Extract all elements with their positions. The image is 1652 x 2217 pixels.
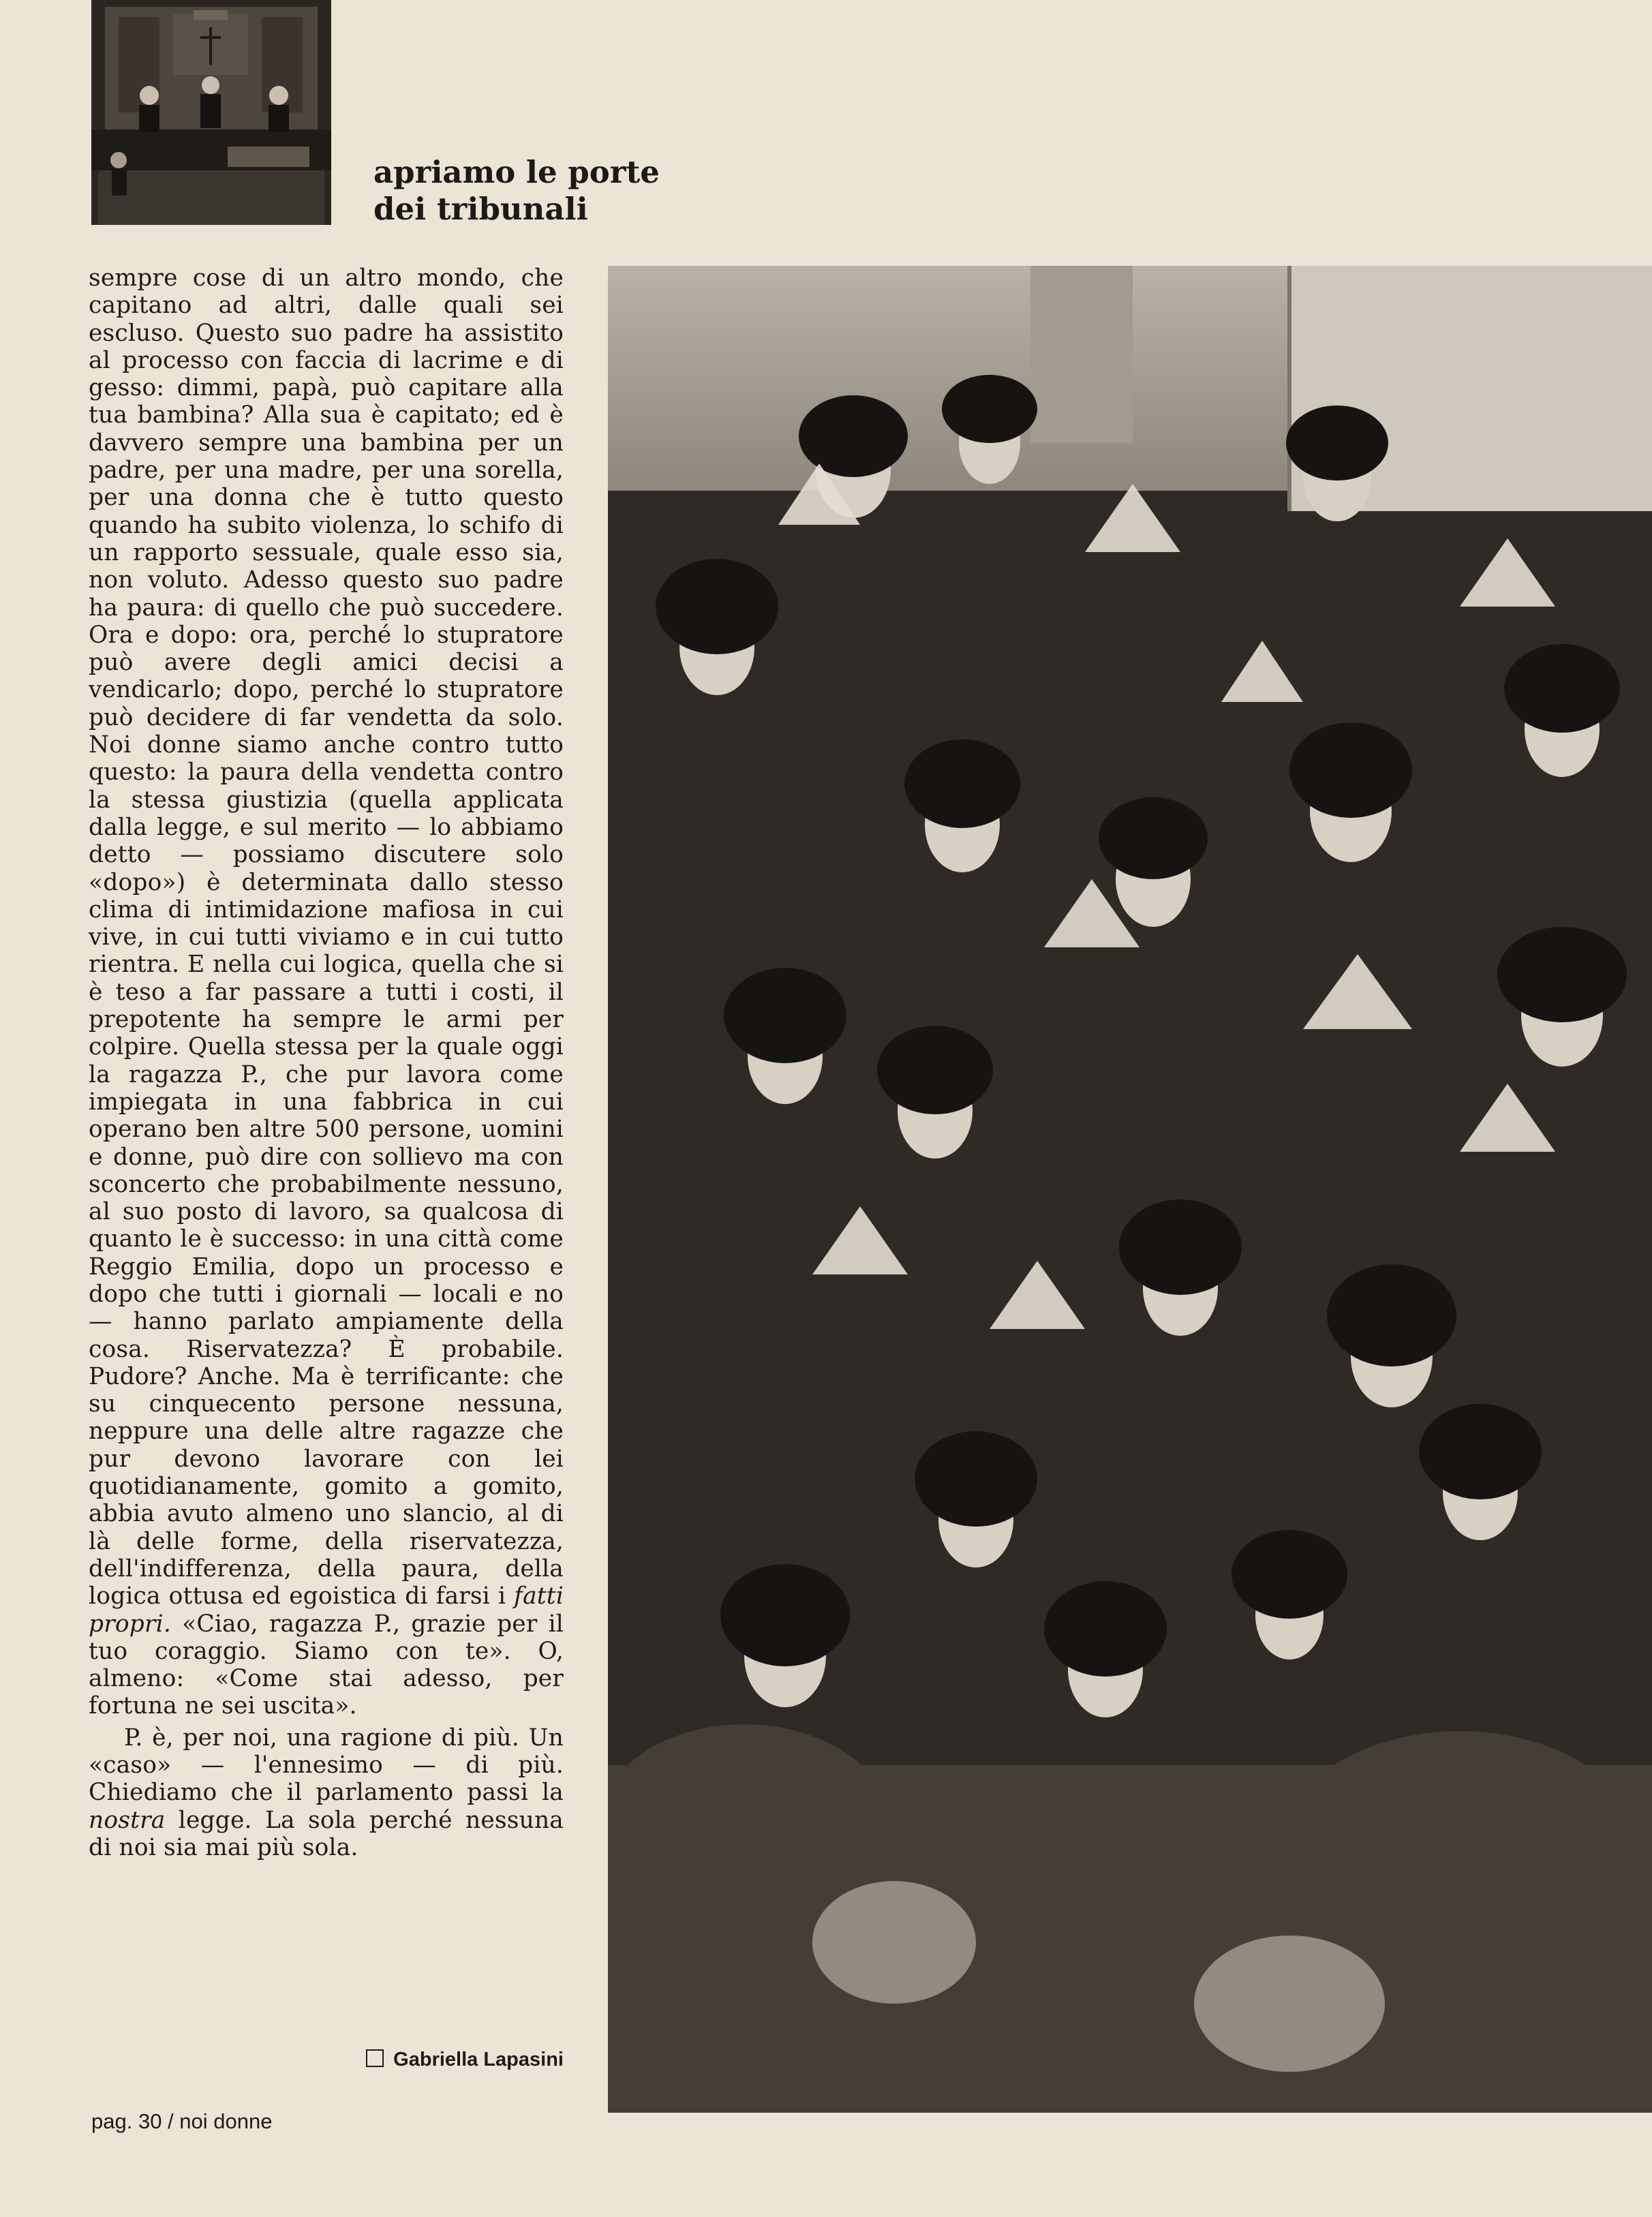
paragraph-2 bbox=[89, 1724, 564, 1861]
article-body bbox=[89, 264, 564, 1861]
crowd-photo bbox=[608, 266, 1652, 2113]
author-name: Gabriella Lapasini bbox=[393, 2049, 564, 2070]
paragraph-1-italic: fatti propri. bbox=[89, 1583, 564, 1638]
section-title-line1: apriamo le porte bbox=[373, 154, 660, 190]
paragraph-1-text-end: «Ciao, ragazza P., grazie per il tuo coraggio. Siamo con te». O, almeno: «Come stai adesso, per fortuna ne sei uscita». bbox=[89, 1610, 564, 1720]
paragraph-2-text: P. è, per noi, una ragione di più. Un «caso» — l'ennesimo — di più. Chiediamo che il parlamento passi la bbox=[89, 1724, 564, 1807]
author-signature bbox=[337, 2049, 564, 2071]
page-folio: pag. 30 / noi donne bbox=[91, 2109, 273, 2133]
courtroom-photo bbox=[91, 0, 331, 225]
section-title bbox=[373, 154, 660, 228]
paragraph-2-italic: nostra bbox=[89, 1806, 166, 1834]
paragraph-1 bbox=[89, 264, 564, 1720]
paragraph-2-text-end: legge. La sola perché nessuna di noi sia mai più sola. bbox=[89, 1806, 564, 1861]
square-bullet-icon bbox=[366, 2049, 384, 2067]
paragraph-1-text: sempre cose di un altro mondo, che capitano ad altri, dalle quali sei escluso. Questo suo padre ha assistito al processo con faccia di lacrime e di gesso: dimmi, papà, può capitare alla tua bambina? Alla sua è capitato; ed è davvero sempre una bambina per un padre, per una madre, per una sorella, per una donna che è tutto questo quando ha subito violenza, lo schifo di un rapporto sessuale, quale esso sia, non voluto. Adesso questo suo padre ha paura: di quello che può succedere. Ora e dopo: ora, perché lo stupratore può avere degli amici decisi a vendicarlo; dopo, perché lo stupratore può decidere di far vendetta da solo. Noi donne siamo anche contro tutto questo: la paura della vendetta contro la stessa giustizia (quella applicata dalla legge, e sul merito — lo abbiamo detto — possiamo discutere solo «dopo») è determinata dallo stesso clima di intimidazione mafiosa in cui vive, in cui tutti viviamo e in cui tutto rientra. E nella cui logica, quella che si è teso a far passare a tutti i costi, il prepotente ha sempre le armi per colpire. Quella stessa per la quale oggi la ragazza P., che pur lavora come impiegata in una fabbrica in cui operano ben altre 500 persone, uomini e donne, può dire con sollievo ma con sconcerto che probabilmente nessuno, al suo posto di lavoro, sa qualcosa di quanto le è successo: in una città come Reggio Emilia, dopo un processo e dopo che tutti i giornali — locali e no — hanno parlato ampiamente della cosa. Riservatezza? È probabile. Pudore? Anche. Ma è terrificante: che su cinquecento persone nessuna, neppure una delle altre ragazze che pur devono lavorare con lei quotidianamente, gomito a gomito, abbia avuto almeno uno slancio, al di là delle forme, della riservatezza, dell'indifferenza, della paura, della logica ottusa ed egoistica di farsi i bbox=[89, 264, 564, 1610]
section-title-line2: dei tribunali bbox=[373, 191, 588, 227]
